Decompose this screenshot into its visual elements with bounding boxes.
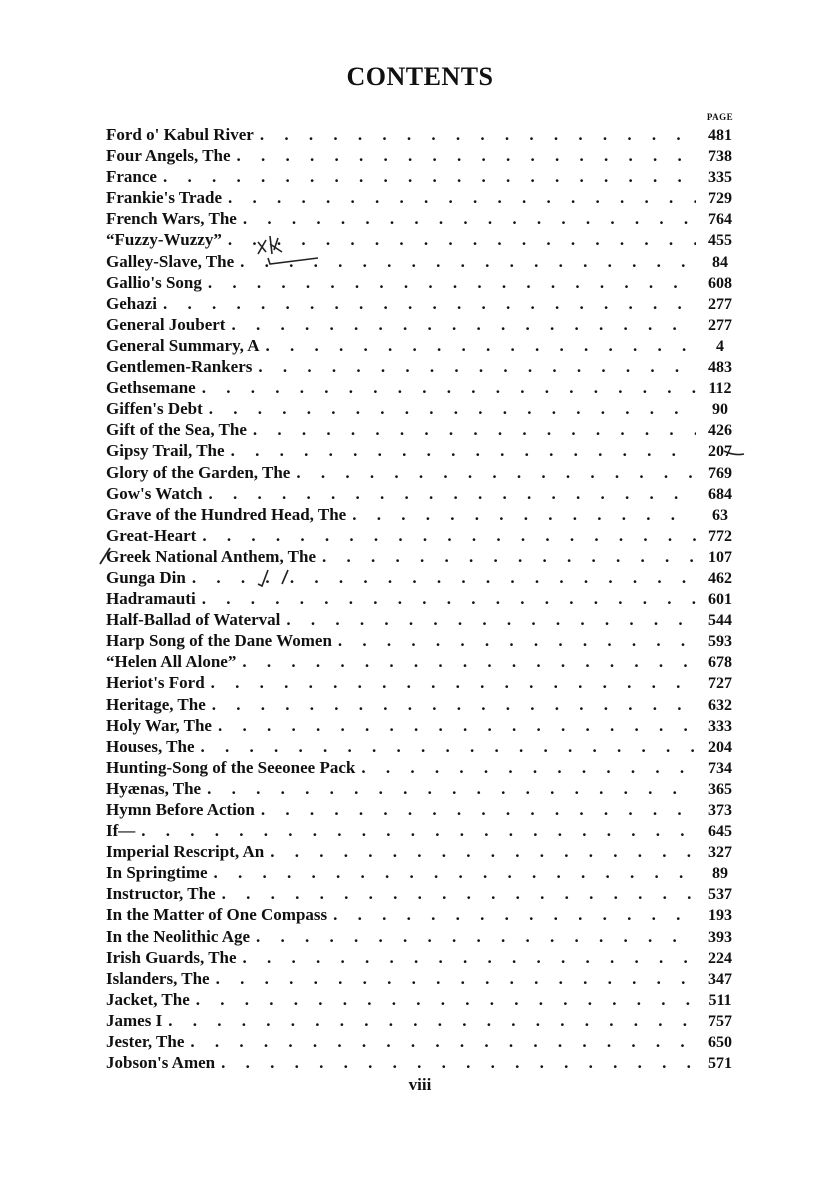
toc-entry-page: 772 bbox=[708, 527, 732, 545]
toc-entry-page: 571 bbox=[708, 1055, 732, 1073]
toc-entry-page: 63 bbox=[712, 506, 728, 524]
toc-entry-title: Jobson's Amen bbox=[106, 1053, 216, 1073]
toc-entry-page: 738 bbox=[708, 148, 732, 166]
toc-entry-page: 426 bbox=[708, 422, 732, 440]
toc-entry-page: 277 bbox=[708, 316, 732, 334]
toc-entry-title: Hunting-Song of the Seeonee Pack bbox=[106, 757, 356, 777]
toc-entry-title: Holy War, The bbox=[106, 715, 212, 735]
toc-entry-title: Heriot's Ford bbox=[106, 673, 205, 693]
dot-leader bbox=[196, 989, 696, 1010]
toc-entry-title: Gow's Watch bbox=[106, 483, 203, 503]
toc-entry bbox=[106, 504, 740, 525]
toc-entry-title: Grave of the Hundred Head, The bbox=[106, 504, 347, 524]
dot-leader bbox=[192, 567, 696, 588]
dot-leader bbox=[202, 377, 696, 398]
dot-leader bbox=[240, 251, 696, 272]
toc-entry-title: If— bbox=[106, 821, 136, 841]
toc-entry bbox=[106, 546, 740, 567]
toc-entry-title: In the Neolithic Age bbox=[106, 926, 251, 946]
toc-entry bbox=[106, 398, 740, 419]
toc-entry-page: 4 bbox=[716, 337, 724, 355]
toc-entry-page: 84 bbox=[712, 253, 728, 271]
toc-entry-title: Gift of the Sea, The bbox=[106, 420, 247, 440]
dot-leader bbox=[253, 419, 696, 440]
toc-entry-title: Ford o' Kabul River bbox=[106, 125, 254, 144]
toc-entry bbox=[106, 820, 740, 841]
dot-leader bbox=[190, 1031, 696, 1052]
dot-leader bbox=[333, 904, 696, 925]
contents-list bbox=[106, 124, 740, 1073]
toc-entry bbox=[106, 947, 740, 968]
toc-entry-title: Hadramauti bbox=[106, 589, 196, 609]
toc-entry-page: 481 bbox=[708, 127, 732, 144]
toc-entry bbox=[106, 736, 740, 757]
toc-entry-page: 757 bbox=[708, 1012, 732, 1030]
toc-entry-title: General Joubert bbox=[106, 314, 226, 334]
toc-entry-page: 645 bbox=[708, 823, 732, 841]
toc-entry-page: 734 bbox=[708, 759, 732, 777]
toc-entry-page: 727 bbox=[708, 675, 732, 693]
toc-entry bbox=[106, 862, 740, 883]
toc-entry-page: 204 bbox=[708, 738, 732, 756]
toc-entry-title: Islanders, The bbox=[106, 968, 210, 988]
toc-entry bbox=[106, 1031, 740, 1052]
dot-leader bbox=[243, 208, 696, 229]
dot-leader bbox=[221, 1052, 696, 1073]
dot-leader bbox=[265, 335, 696, 356]
dot-leader bbox=[212, 694, 696, 715]
dot-leader bbox=[231, 440, 696, 461]
toc-entry-page: 608 bbox=[708, 274, 732, 292]
dot-leader bbox=[163, 293, 696, 314]
toc-entry-title: Glory of the Garden, The bbox=[106, 462, 291, 482]
toc-entry-page: 483 bbox=[708, 359, 732, 377]
toc-entry-title: Instructor, The bbox=[106, 884, 216, 904]
toc-entry bbox=[106, 187, 740, 208]
toc-entry-title: Gehazi bbox=[106, 293, 157, 313]
dot-leader bbox=[322, 546, 696, 567]
toc-entry bbox=[106, 124, 740, 145]
toc-entry-title: Giffen's Debt bbox=[106, 399, 203, 419]
toc-entry bbox=[106, 989, 740, 1010]
toc-entry bbox=[106, 1010, 740, 1031]
toc-entry-page: 684 bbox=[708, 485, 732, 503]
toc-entry-title: Gethsemane bbox=[106, 378, 196, 398]
toc-entry bbox=[106, 419, 740, 440]
toc-entry bbox=[106, 462, 740, 483]
toc-entry-title: Jacket, The bbox=[106, 989, 190, 1009]
page-number: viii bbox=[408, 1075, 432, 1094]
toc-entry bbox=[106, 651, 740, 672]
dot-leader bbox=[202, 588, 696, 609]
dot-leader bbox=[243, 947, 696, 968]
dot-leader bbox=[163, 166, 696, 187]
toc-entry bbox=[106, 609, 740, 630]
toc-entry bbox=[106, 251, 740, 272]
toc-entry-title: Hymn Before Action bbox=[106, 800, 255, 819]
toc-entry-page: 90 bbox=[712, 401, 728, 419]
toc-entry bbox=[106, 567, 740, 588]
toc-entry-page: 650 bbox=[708, 1034, 732, 1052]
dot-leader bbox=[228, 187, 696, 208]
dot-leader bbox=[168, 1010, 696, 1031]
toc-entry bbox=[106, 293, 740, 314]
toc-entry-page: 107 bbox=[708, 548, 732, 566]
page-column-label: PAGE bbox=[706, 112, 734, 122]
dot-leader bbox=[338, 630, 696, 651]
toc-entry-page: 335 bbox=[708, 169, 732, 187]
toc-entry-page: 632 bbox=[708, 696, 732, 714]
toc-entry-title: Half-Ballad of Waterval bbox=[106, 610, 281, 630]
dot-leader bbox=[222, 883, 696, 904]
dot-leader bbox=[261, 799, 696, 820]
toc-entry bbox=[106, 883, 740, 904]
dot-leader bbox=[208, 272, 696, 293]
dot-leader bbox=[209, 398, 696, 419]
toc-entry bbox=[106, 377, 740, 398]
toc-entry bbox=[106, 841, 740, 862]
dot-leader bbox=[242, 651, 696, 672]
toc-entry bbox=[106, 440, 740, 461]
toc-entry bbox=[106, 904, 740, 925]
dot-leader bbox=[141, 820, 696, 841]
toc-entry-title: Frankie's Trade bbox=[106, 188, 223, 208]
toc-entry-page: 277 bbox=[708, 295, 732, 313]
toc-entry bbox=[106, 757, 740, 778]
toc-entry bbox=[106, 483, 740, 504]
toc-entry-page: 112 bbox=[708, 380, 732, 398]
toc-entry-page: 678 bbox=[708, 654, 732, 672]
page-title: CONTENTS bbox=[346, 62, 494, 91]
toc-entry-page: 511 bbox=[708, 991, 732, 1009]
toc-entry-page: 537 bbox=[708, 886, 732, 904]
toc-entry-page: 347 bbox=[708, 970, 732, 988]
toc-entry-page: 373 bbox=[708, 802, 732, 819]
toc-entry bbox=[106, 630, 740, 651]
toc-entry-page: 193 bbox=[708, 907, 732, 925]
toc-entry bbox=[106, 314, 740, 335]
dot-leader bbox=[260, 124, 696, 145]
toc-entry-title: Imperial Rescript, An bbox=[106, 842, 265, 862]
toc-entry-title: Four Angels, The bbox=[106, 146, 231, 166]
toc-entry-title: General Summary, A bbox=[106, 335, 260, 355]
toc-entry-title: Gunga Din bbox=[106, 567, 186, 587]
dot-leader bbox=[352, 504, 696, 525]
dot-leader bbox=[218, 715, 696, 736]
toc-entry-page: 89 bbox=[712, 865, 728, 883]
toc-entry bbox=[106, 672, 740, 693]
toc-entry-page: 365 bbox=[708, 780, 732, 798]
toc-entry-title: Hyænas, The bbox=[106, 778, 202, 798]
toc-entry-page: 764 bbox=[708, 211, 732, 229]
dot-leader bbox=[256, 926, 696, 947]
dot-leader bbox=[207, 778, 696, 799]
dot-leader bbox=[361, 757, 696, 778]
dot-leader bbox=[201, 736, 697, 757]
toc-entry bbox=[106, 926, 740, 947]
toc-entry-page: 544 bbox=[708, 612, 732, 630]
toc-entry-title: Gentlemen-Rankers bbox=[106, 357, 253, 377]
dot-leader bbox=[209, 483, 696, 504]
dot-leader bbox=[228, 229, 696, 250]
toc-entry-page: 601 bbox=[708, 591, 732, 609]
dot-leader bbox=[216, 968, 696, 989]
toc-entry-title: “Fuzzy-Wuzzy” bbox=[106, 230, 222, 250]
toc-entry bbox=[106, 1052, 740, 1073]
toc-entry-page: 224 bbox=[708, 949, 732, 967]
toc-entry-page: 333 bbox=[708, 717, 732, 735]
dot-leader bbox=[237, 145, 696, 166]
toc-entry-title: France bbox=[106, 167, 157, 187]
dot-leader bbox=[211, 672, 696, 693]
toc-entry-page: 327 bbox=[708, 844, 732, 862]
toc-entry-title: Irish Guards, The bbox=[106, 947, 237, 967]
toc-entry-title: Great-Heart bbox=[106, 525, 197, 545]
dot-leader bbox=[214, 862, 696, 883]
toc-entry-title: “Helen All Alone” bbox=[106, 652, 237, 672]
toc-entry bbox=[106, 208, 740, 229]
toc-entry-title: French Wars, The bbox=[106, 209, 237, 229]
toc-entry bbox=[106, 166, 740, 187]
toc-entry-title: Gallio's Song bbox=[106, 272, 202, 292]
toc-entry bbox=[106, 272, 740, 293]
toc-entry bbox=[106, 968, 740, 989]
dot-leader bbox=[270, 841, 696, 862]
toc-entry-title: Harp Song of the Dane Women bbox=[106, 631, 332, 651]
toc-entry-title: Houses, The bbox=[106, 736, 195, 756]
toc-entry bbox=[106, 694, 740, 715]
toc-entry-title: In Springtime bbox=[106, 863, 208, 883]
toc-entry bbox=[106, 778, 740, 799]
toc-entry-page: 393 bbox=[708, 928, 732, 946]
toc-entry bbox=[106, 335, 740, 356]
toc-entry-title: Jester, The bbox=[106, 1032, 185, 1052]
toc-entry-title: Greek National Anthem, The bbox=[106, 546, 316, 566]
dot-leader bbox=[296, 462, 696, 483]
toc-entry-page: 729 bbox=[708, 190, 732, 208]
toc-entry bbox=[106, 799, 740, 820]
toc-entry-page: 769 bbox=[708, 464, 732, 482]
toc-entry bbox=[106, 145, 740, 166]
toc-entry-page: 207 bbox=[708, 443, 732, 461]
toc-entry-page: 593 bbox=[708, 633, 732, 651]
toc-entry-title: In the Matter of One Compass bbox=[106, 905, 328, 925]
toc-entry-title: Gipsy Trail, The bbox=[106, 441, 225, 461]
toc-entry-page: 455 bbox=[708, 232, 732, 250]
toc-entry bbox=[106, 525, 740, 546]
dot-leader bbox=[258, 356, 696, 377]
toc-entry bbox=[106, 588, 740, 609]
toc-entry bbox=[106, 229, 740, 250]
toc-entry-title: Galley-Slave, The bbox=[106, 251, 235, 271]
dot-leader bbox=[286, 609, 696, 630]
toc-entry-title: James I bbox=[106, 1010, 163, 1030]
toc-entry-title: Heritage, The bbox=[106, 694, 206, 714]
toc-entry bbox=[106, 356, 740, 377]
toc-entry bbox=[106, 715, 740, 736]
dot-leader bbox=[202, 525, 696, 546]
toc-entry-page: 462 bbox=[708, 569, 732, 587]
dot-leader bbox=[231, 314, 696, 335]
